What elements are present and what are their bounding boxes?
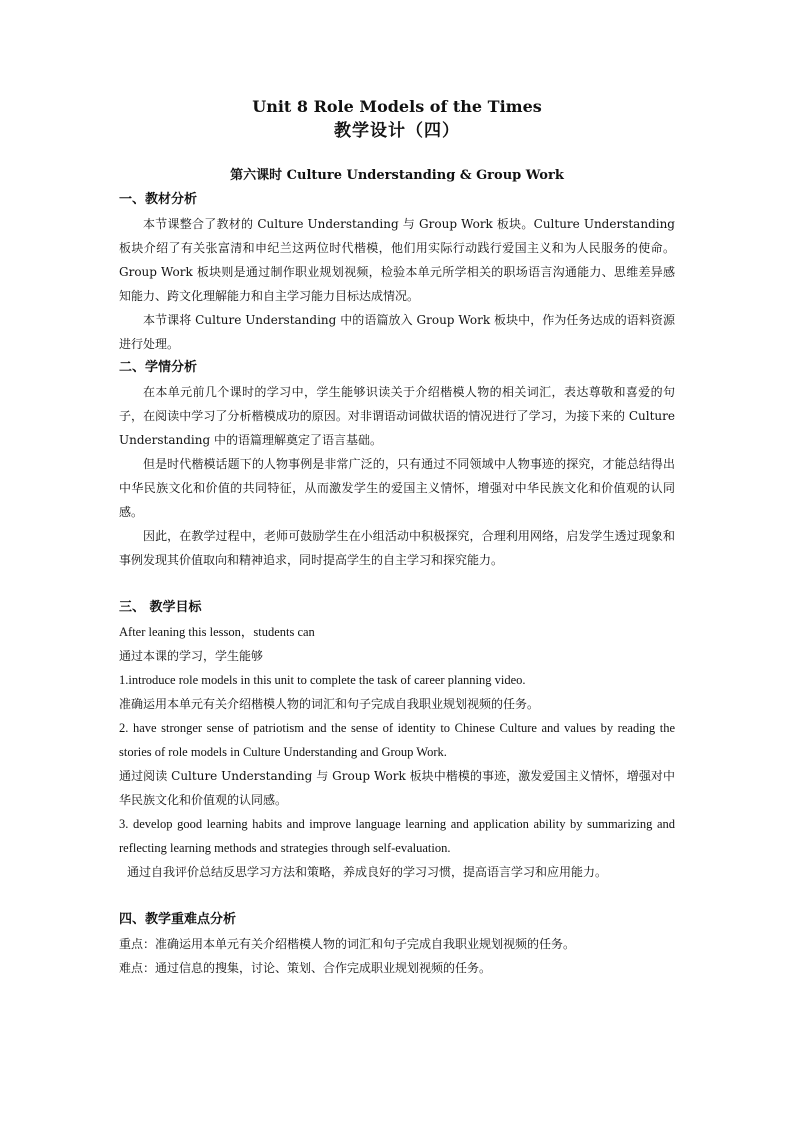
goals-intro-en: After leaning this lesson，students can [119, 625, 315, 639]
document-title: Unit 8 Role Models of the Times [252, 97, 542, 116]
spacer [119, 884, 675, 908]
paragraph: 因此，在教学过程中，老师可鼓励学生在小组活动中积极探究，合理利用网络，启发学生透过现象和事例发现其价值取向和精神追求，同时提高学生的自主学习和探究能力。 [119, 529, 675, 567]
spacer [119, 572, 675, 596]
goals-intro-cn: 通过本课的学习，学生能够 [119, 649, 264, 663]
goal-2-en: 2. have stronger sense of patriotism and the sense of identity to Chinese Culture and values by reading the stories of role models in Culture Understanding and Group Work. [119, 721, 675, 759]
lesson-heading: 第六课时 Culture Understanding & Group Work [230, 168, 564, 183]
paragraph: 但是时代楷模话题下的人物事例是非常广泛的，只有通过不同领域中人物事迹的探究，才能总结得出中华民族文化和价值的共同特征，从而激发学生的爱国主义情怀，增强对中华民族文化和价值观的认同感。 [119, 457, 675, 519]
section-heading-teaching-goals: 三、 教学目标 [119, 600, 202, 615]
paragraph: 本节课整合了教材的 Culture Understanding 与 Group Work 板块。Culture Understanding 板块介绍了有关张富清和申纪兰这两位时代楷模，他们用实际行动践行爱国主义和为人民服务的使命。Group Work 板块则是通过制作职业规划视频，检验本单元所学相关的职场语言沟通能力、思维差异感知能力、跨文化理解能力和自主学习能力目标达成情况。 [119, 217, 675, 303]
document-subtitle: 教学设计（四） [334, 121, 460, 141]
key-point: 重点：准确运用本单元有关介绍楷模人物的词汇和句子完成自我职业规划视频的任务。 [119, 937, 576, 951]
goal-3-cn: 通过自我评价总结反思学习方法和策略，养成良好的学习习惯，提高语言学习和应用能力。 [127, 865, 608, 879]
goal-3-en: 3. develop good learning habits and improve language learning and application ability by summarizing and reflecting learning methods and strategies through self-evaluation. [119, 817, 675, 855]
paragraph: 在本单元前几个课时的学习中，学生能够识读关于介绍楷模人物的相关词汇，表达尊敬和喜爱的句子，在阅读中学习了分析楷模成功的原因。对非谓语动词做状语的情况进行了学习，为接下来的 Culture Understanding 中的语篇理解奠定了语言基础。 [119, 385, 675, 447]
goal-2-cn: 通过阅读 Culture Understanding 与 Group Work 板块中楷模的事迹，激发爱国主义情怀，增强对中华民族文化和价值观的认同感。 [119, 769, 675, 807]
section-heading-student-analysis: 二、学情分析 [119, 360, 198, 375]
section-heading-textbook-analysis: 一、教材分析 [119, 192, 198, 207]
goal-1-en: 1.introduce role models in this unit to complete the task of career planning video. [119, 673, 526, 687]
difficult-point: 难点：通过信息的搜集，讨论、策划、合作完成职业规划视频的任务。 [119, 961, 492, 975]
paragraph: 本节课将 Culture Understanding 中的语篇放入 Group Work 板块中，作为任务达成的语料资源进行处理。 [119, 313, 675, 351]
document-page [119, 96, 675, 980]
section-heading-key-difficult-points: 四、教学重难点分析 [119, 912, 237, 927]
goal-1-cn: 准确运用本单元有关介绍楷模人物的词汇和句子完成自我职业规划视频的任务。 [119, 697, 540, 711]
